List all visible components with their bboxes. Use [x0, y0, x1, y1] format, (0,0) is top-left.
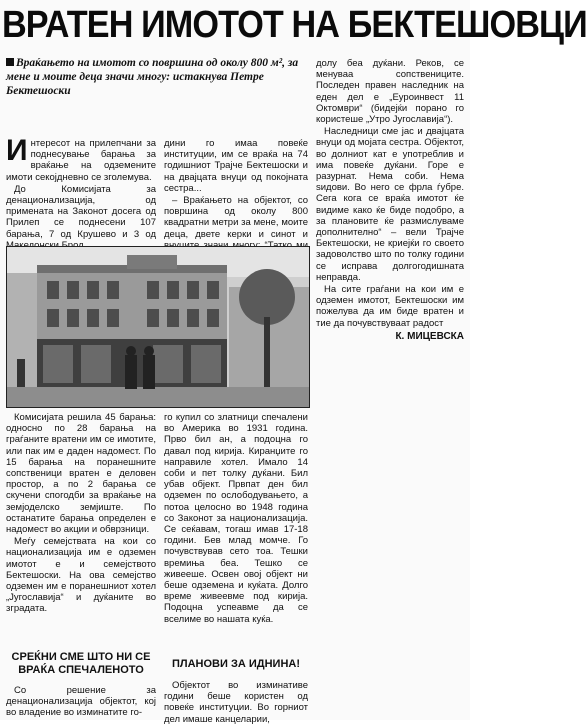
paragraph: Со решение за денационализација објектот, кој во владение во изминатите го- — [6, 685, 156, 719]
column-3 — [316, 58, 464, 342]
column-2-end — [164, 680, 308, 726]
paragraph: Објектот во изминативе години беше користен од повеќе институции. Во горниот дел имаше канцеларии, — [164, 680, 308, 725]
column-1-top — [6, 134, 156, 252]
building-photo-illustration — [7, 247, 309, 407]
paragraph: До Комисијата за денационализација, од примената на Законот досега од Прилеп се поднесени 107 барања, 7 од Крушево и 3 од — [6, 183, 156, 240]
section-subhead: ПЛАНОВИ ЗА ИДНИНА! — [171, 658, 300, 670]
paragraph: долу беа дуќани. Реков, се менуваа сопствениците. Последен правен наследник на еден дел е „Еуроинвест 11 Октомври“ (бидејќи порано го користеше „Утро Југославија“). — [316, 58, 464, 126]
quote-paragraph: – Враќањето на објектот, со површина од околу 800 квадратни метри за мене, моите деца, двете керки и синот и — [164, 195, 308, 240]
section-subhead: СРЕЌНИ СМЕ ШТО НИ СЕ ВРАЌА СПЕЧАЛЕНОТО — [11, 651, 151, 676]
drop-cap: И — [6, 134, 28, 167]
building-photo — [6, 246, 310, 408]
paragraph: Наследници сме јас и двајцата внуци од мојата сестра. Објектот, во долниот кат е употреблив и има повеќе дуќани. Горе е разурнат. Нема соби. Нема ѕидови. Во него се фрла ѓубре. Сега кога се враќа имотот ќе видиме како ќе биде подобро, а за плановите ќе размислуваме дополнително“ – вели Трајче Бектешоски, не криејќи го своето задоволство што по толку години се исправа долгогодишната неправда. — [316, 126, 464, 283]
article-headline: ВРАТЕН ИМОТОТ НА БЕКТЕШОВЦИ — [2, 4, 587, 46]
deck-text: Враќањето на имотот со површина од околу 800 м², за мене и моите деца значи многу: истакнува Петре Бектешоски — [6, 57, 299, 97]
lead-text: нтересот на прилепчани за поднесување барања за враќање на одземените имоти секојдневно се зголемува. — [6, 138, 156, 183]
paragraph: го купил со златници спечалени во Америка во 1931 година. Прво бил ан, а подоцна го давал под кирија. Киранџите го направиле хотел. Имало 14 соби и пет толку дуќани. Бил убав објект. Првпат ден бил одземен по ослободувањето, а потоа целосно во 1948 година со Законот за национализација. Се сеќавам, тогаш имав 17-18 години. Бев млад момче. Го почувствував сето тоа. Тешки времиња беа. Тешко се живееше. Освен овој објект ни беше одземена и куќата. Долго време живеевме под кирија. Подоцна успеавме да се вселиме во нашата куќа. — [164, 412, 308, 625]
column-1-bottom — [6, 412, 156, 616]
column-1-end — [6, 685, 156, 720]
paragraph: Меѓу семејствата на кои со национализација им е одземен имотот е и семејството Бектешоски. На ова семејство одземен им е поранешниот хотел „Југославија“ и дуќаните во зградата. — [6, 536, 156, 615]
column-2-top — [164, 138, 308, 263]
article-deck — [6, 56, 306, 98]
paragraph: Комисијата решила 45 барања: односно по 28 барања на граѓаните вратени им се имотите, или пак им е даден надомест. По 15 барања на поранешните сопственици вратен е деловен простор, а по 2 барања се скучени спогодби за враќање на земјоделско земјиште. По останатите барања определен е надомест во акции и обврзници. — [6, 412, 156, 536]
lead-paragraph — [6, 134, 156, 183]
paragraph: На сите граѓани на кои им е одземен имотот, Бектешоски им пожелува да им биде вратен и тие да почувствуваат радост — [316, 284, 464, 329]
paragraph: дини го имаа повеќе институции, им се враќа на 74 годишниот Трајче Бектешоски и на двајцата внуци од покојната сестра... — [164, 138, 308, 194]
column-2-bottom — [164, 412, 308, 626]
author-signature: К. МИЦЕВСКА — [395, 330, 464, 342]
bullet-square-icon — [6, 58, 14, 66]
